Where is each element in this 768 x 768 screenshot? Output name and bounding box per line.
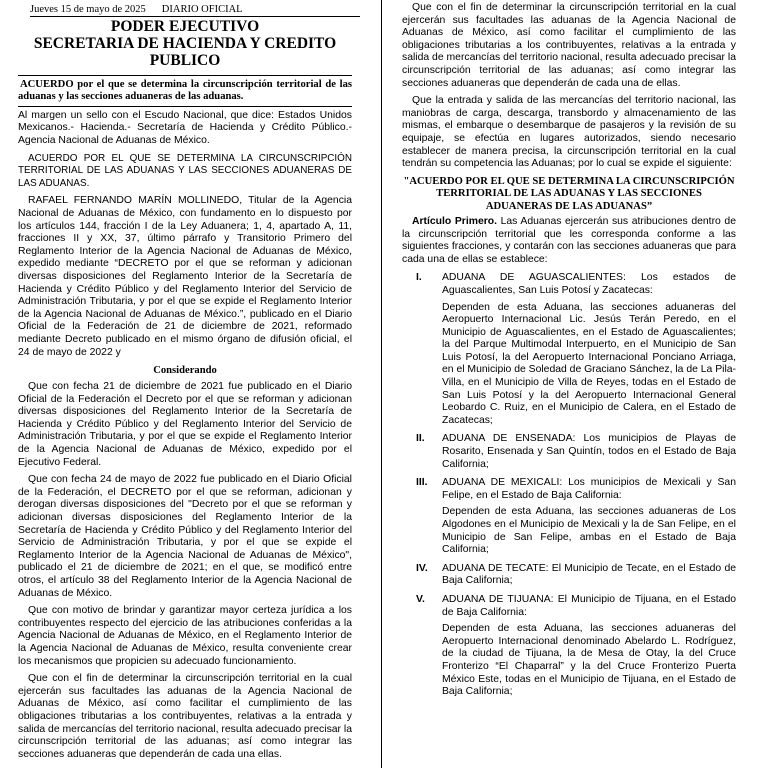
fraction-item [402,594,736,619]
title-secretaria: SECRETARIA DE HACIENDA Y CREDITO PUBLICO [33,35,337,69]
header-date: Jueves 15 de mayo de 2025 [30,4,146,15]
fraction-dependencies: Dependen de esta Aduana, las secciones aduaneras de Los Algodones en el Municipio de Mexicali y la de San Felipe, en el Municipio de San Felipe, ambas en el Estado de Baja California; [442,506,736,556]
running-header [30,3,360,17]
articulo-primero-label: Artículo Primero. [412,215,498,227]
fraction-item [402,563,736,588]
header-publication: DIARIO OFICIAL [161,4,243,15]
left-column [18,18,352,768]
fraction-item [402,272,736,297]
considerando-heading: Considerando [153,365,217,377]
fraction-dependencies: Dependen de esta Aduana, las secciones aduaneras del Aeropuerto Internacional denominado Abelardo L. Rodríguez, de la ciudad de Tijuana, la de Mesa de Otay, la del Cruce Fronterizo “El Chaparral” y la del Cruce Fronterizo Puerta México Este, todas en el Municipio de Tijuana, en el Estado de Baja California; [442,623,736,698]
fraction-number: III. [416,477,428,489]
fraction-text: ADUANA DE TECATE: El Municipio de Tecate, en el Estado de Baja California; [442,562,736,587]
acuerdo-caps-title: ACUERDO POR EL QUE SE DETERMINA LA CIRCUNSCRIPCIÓN TERRITORIAL DE LAS ADUANAS Y LAS SECCIONES ADUANERAS DE LAS ADUANAS. [18,152,352,189]
margin-note: Al margen un sello con el Escudo Nacional, que dice: Estados Unidos Mexicanos.- Hacienda.- Secretaría de Hacienda y Crédito Público.- Agencia Nacional de Aduanas de México. [18,109,352,146]
fraction-text: ADUANA DE MEXICALI: Los municipios de Mexicali y San Felipe, en el Estado de Baja California: [442,477,736,501]
column-divider [381,0,382,768]
fraction-number: I. [416,272,422,284]
articulo-primero-text: Las Aduanas ejercerán sus atribuciones dentro de la circunscripción territorial que les corresponda conforme a las siguientes fracciones, y contarán con las secciones aduaneras que para cada una de ellas se establece: [402,215,736,265]
fraction-item [402,433,736,471]
paragraph-considerando-4: Que con el fin de determinar la circunscripción territorial en la cual ejercerán sus facultades las aduanas de la Agencia Nacional de Aduanas de México, así como facilitar el cumplimiento de las obligaciones tributarias a los contribuyentes, relativas a la entrada y salida de mercancías del territorio nacional, resulta adecuado precisar la circunscripción territorial de las aduanas; así como integrar las secciones aduaneras que dependerán de cada una ellas. [18,673,352,760]
paragraph-rafael: RAFAEL FERNANDO MARÍN MOLLINEDO, Titular de la Agencia Nacional de Aduanas de México, con fundamento en lo dispuesto por los artículos 144, fracción I de la Ley Aduanera; 1, 4, apartado A, 11, fracciones II y XX, 37, último párrafo y Transitorio Primero del Reglamento Interior de la Agencia Nacional de Aduanas de México, expedido mediante “DECRETO por el que se reforman y adicionan diversas disposiciones del Reglamento Interior de la Secretaría de Hacienda y Crédito Público y del Reglamento Interior del Servicio de Administración Tributaria, y por el que se expide el Reglamento Interior de la Agencia Nacional de Aduanas de México.”, publicado en el Diario Oficial de la Federación de 21 de diciembre de 2021, reformado mediante Decreto publicado en el mismo órgano de difusión oficial, el 24 de mayo de 2022 y [18,195,352,358]
fraction-item [402,477,736,502]
fraction-text: ADUANA DE ENSENADA: Los municipios de Playas de Rosarito, Ensenada y San Quintín, todos en el Estado de Baja California; [442,433,736,470]
paragraph-considerando-1: Que con fecha 21 de diciembre de 2021 fue publicado en el Diario Oficial de la Federación el Decreto por el que se reforman y adicionan diversas disposiciones del Reglamento Interior de la Secretaría de Hacienda y Crédito Público y del Reglamento Interior del Servicio de Administración Tributaria, y por el que se expide el Reglamento Interior de la Agencia Nacional de Aduanas de México, expedido por el Ejecutivo Federal. [18,381,352,468]
paragraph-right-2: Que la entrada y salida de las mercancías del territorio nacional, las maniobras de carga, descarga, transbordo y almacenamiento de las mismas, el embarque o desembarque de pasajeros y la revisión de su equipaje, se efectúa en lugares autorizados, siendo necesario establecer de manera precisa, la circunscripción territorial en la cual tendrán su competencia las Aduanas; por lo cual se expide el siguiente: [402,95,736,170]
fraction-number: II. [416,433,425,445]
acuerdo-quote-title: "ACUERDO POR EL QUE SE DETERMINA LA CIRCUNSCRIPCIÓN TERRITORIAL DE LAS ADUANAS Y LAS SECCIONES ADUANERAS DE LAS ADUANAS” [403,175,735,212]
fraction-number: IV. [416,562,428,574]
fraction-number: V. [416,593,425,605]
articulo-primero [402,216,736,266]
paragraph-considerando-2: Que con fecha 24 de mayo de 2022 fue publicado en el Diario Oficial de la Federación, el DECRETO por el que se reforman, adicionan y derogan diversas disposiciones del "Decreto por el que se reforman y adicionan diversas disposiciones del Reglamento Interior de la Secretaría de Hacienda y Crédito Público y del Reglamento Interior del Servicio de Administración Tributaria, y por el que se expide el Reglamento Interior de la Agencia Nacional de Aduanas de México", publicado el 21 de diciembre de 2021; en el que, se modificó entre otros, el artículo 38 del Reglamento Interior de la Agencia Nacional de Aduanas de México. [18,474,352,599]
right-column [402,2,736,768]
acuerdo-title: ACUERDO por el que se determina la circunscripción territorial de las aduanas y las secciones aduaneras de las aduanas. [18,75,352,107]
paragraph-right-1: Que con el fin de determinar la circunscripción territorial en la cual ejercerán sus facultades las aduanas de la Agencia Nacional de Aduanas de México, así como facilitar el cumplimiento de las obligaciones tributarias a los contribuyentes, relativas a la entrada y salida de mercancías del territorio nacional, resulta adecuado precisar la circunscripción territorial de las aduanas; así como integrar las secciones aduaneras que dependerán de cada una de ellas. [402,2,736,89]
fraction-text: ADUANA DE TIJUANA: El Municipio de Tijuana, en el Estado de Baja California: [442,593,736,618]
section-title [18,18,352,69]
fraction-text: ADUANA DE AGUASCALIENTES: Los estados de Aguascalientes, San Luis Potosí y Zacatecas: [442,272,736,296]
title-poder-ejecutivo: PODER EJECUTIVO [110,18,260,35]
paragraph-considerando-3: Que con motivo de brindar y garantizar mayor certeza jurídica a los contribuyentes respecto del ejercicio de las atribuciones conferidas a la Agencia Nacional de Aduanas de México, en el Reglamento Interior de la Agencia Nacional de Aduanas de México, resulta conveniente crear los mecanismos que propicien su adecuado funcionamiento. [18,605,352,667]
fraction-dependencies: Dependen de esta Aduana, las secciones aduaneras del Aeropuerto Internacional Lic. Jesús Terán Peredo, en el Municipio de Aguascalientes, en el Estado de Aguascalientes; la del Parque Multimodal Interpuerto, en el Municipio de San Luis Potosí, la del Aeropuerto Internacional Ponciano Arriaga, en el Municipio de Soledad de Graciano Sánchez, la de La Pila-Villa, en el Municipio de Villa de Reyes, todas en el Estado de San Luis Potosí y la del Aeropuerto Internacional General Leobardo C. Ruiz, en el Municipio de Calera, en el Estado de Zacatecas; [442,301,736,426]
